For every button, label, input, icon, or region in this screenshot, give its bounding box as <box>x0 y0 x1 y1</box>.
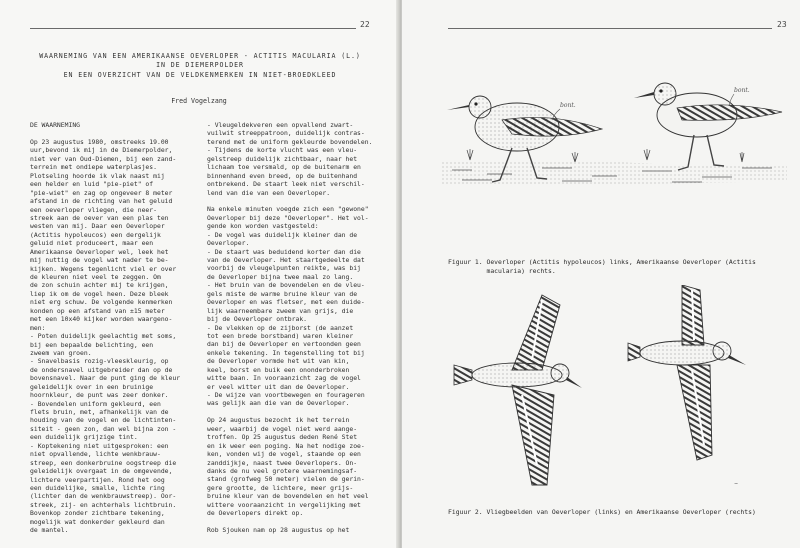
text-line: flets bruin, met, afhankelijk van de <box>30 408 169 416</box>
text-line: streek aan de oever van een plas ten <box>30 213 169 222</box>
text-line: een oeverloper vliegen, die neer- <box>30 205 157 214</box>
figure-1-caption-line-2: macularia) rechts. <box>448 266 556 275</box>
text-line: Rob Sjouken nam op 28 augustus op het <box>207 526 350 534</box>
text-line: niet erg schuw. De volgende kenmerken <box>30 298 173 307</box>
text-line: geleidelijk over in een bruinige <box>30 382 154 391</box>
text-line: Na enkele minuten voegde zich een "gewone" <box>207 205 369 214</box>
text-column-1 <box>30 138 180 535</box>
figure-1-annotation-left: bont. <box>560 102 576 109</box>
text-line: Oeverloper bij deze "Oeverloper". Het vol- <box>207 213 369 222</box>
text-line: lend van die van een Oeverloper. <box>207 188 331 197</box>
text-line: en ik weer een poging. Na het nodige zoe- <box>207 441 365 450</box>
text-line: keel, borst en buik een ononderbroken <box>207 365 350 374</box>
text-line: Plotseling hoorde ik vlak naast mij <box>30 171 165 180</box>
text-line: afstand in de richting van het geluid <box>30 197 173 206</box>
text-line: Amerikaanse Oeverloper wel, leek het <box>30 247 169 256</box>
text-line <box>207 197 372 205</box>
text-line: weer, waarbij de vogel niet werd aange- <box>207 424 358 433</box>
left-page <box>0 0 398 548</box>
text-line: (lichter dan de wenkbrauwstreep). Oor- <box>30 492 177 501</box>
flying-common-sandpiper <box>454 295 582 485</box>
page-number-left: 22 <box>360 20 370 29</box>
text-line: niet opvallende, lichte wenkbrauw- <box>30 450 161 459</box>
header-rule <box>448 28 772 29</box>
text-line: Op 24 augustus bezocht ik het terrein <box>207 416 350 425</box>
header-rule <box>30 28 356 29</box>
text-line: "pie-wiet" en zag op ongeveer 8 meter <box>30 188 173 197</box>
text-line: binnenhand even breed, op de buitenhand <box>207 171 358 180</box>
text-line: een duidelijk grijzige tint. <box>30 433 138 442</box>
text-line: vuilwit streeppatroon, duidelijk contras- <box>207 129 365 138</box>
text-line: met een 10x40 kijker worden waargeno- <box>30 315 173 324</box>
text-line: gere grootte, de lichtere, meer grijs- <box>207 483 354 492</box>
text-line: terrein met ondiepe waterplasjes. <box>30 163 157 172</box>
text-line: lichaam toe versmald, op de buitenarm en <box>207 163 361 172</box>
text-line: streek, zij- en achterhals lichtbruin. <box>30 500 177 509</box>
text-line: Bovenkop zonder zichtbare tekening, <box>30 509 165 518</box>
text-line: Oeverloper en was fletser, met een duide- <box>207 298 365 307</box>
text-line: de Oeverloper bijna twee maal zo lang. <box>207 272 354 281</box>
text-line: Oeverloper. <box>207 239 250 248</box>
title-line-3: EN EEN OVERZICHT VAN DE VELDKENMERKEN IN NIET-BROEDKLEED <box>63 70 337 79</box>
text-line: lijk waarneembare zweem van grijs, die <box>207 306 354 315</box>
text-line: - Vleugeldekveren een opvallend zwart- <box>207 121 354 129</box>
artist-signature: ~ <box>734 481 739 487</box>
text-line: konden op een afstand van ±15 meter <box>30 306 165 315</box>
text-line: ken, vonden wij de vogel, staande op een <box>207 450 361 459</box>
text-line: terend met de uniform gekleurde bovendelen. <box>207 137 373 146</box>
page-number-right: 23 <box>777 20 787 29</box>
text-line: danks de nu veel grotere waarnemingsaf- <box>207 466 358 475</box>
right-page <box>402 0 800 548</box>
text-line: - De vogel was duidelijk kleiner dan de <box>207 230 358 239</box>
figure-1-caption <box>448 258 756 275</box>
text-line: liep ik om de vogel heen. Deze bleek <box>30 289 169 298</box>
text-line: gels miste de warme bruine kleur van de <box>207 289 358 298</box>
text-line: bovensnavel. Naar de punt ging de kleur <box>30 374 181 383</box>
text-line <box>207 518 372 526</box>
article-author: Fred Vogelzang <box>171 97 227 105</box>
text-line: - Tijdens de korte vlucht was een vleu- <box>207 146 358 155</box>
text-line: de zon schuin achter mij te krijgen, <box>30 281 169 290</box>
text-line: kijken. Wegens tegenlicht viel er over <box>30 264 177 273</box>
text-line: houding van de vogel en de lichtinten- <box>30 416 177 425</box>
text-line: geleidelijk overgaat in de omgevende, <box>30 467 173 476</box>
figure-1-caption-line-1: Figuur 1. Oeverloper (Actitis hypoleucos) links, Amerikaanse Oeverloper (Actitis <box>448 258 756 266</box>
bird-spotted-sandpiper <box>634 83 782 170</box>
text-line: was gelijk aan die van de Oeverloper. <box>207 399 350 408</box>
figure-2-illustration <box>442 285 782 500</box>
text-line: Op 23 augustus 1980, omstreeks 19.00 <box>30 138 169 146</box>
article-title <box>30 52 370 80</box>
text-line: dan bij de Oeverloper en vertoonden geen <box>207 340 361 349</box>
text-line: - De staart was beduidend korter dan die <box>207 247 361 256</box>
text-line: enkele tekening. In tegenstelling tot bij <box>207 348 365 357</box>
figure-2-caption: Figuur 2. Vliegbeelden van Oeverloper (links) en Amerikaanse Oeverloper (rechts) <box>448 508 756 516</box>
text-line: - Koptekening niet uitgesproken: een <box>30 441 169 450</box>
text-line: van de Oeverloper. Het staartgedeelte dat <box>207 256 365 264</box>
text-line: er veel witter uit dan de Oeverloper. <box>207 382 350 391</box>
text-line: hoornkleur, de punt was zeer donker. <box>30 391 169 400</box>
text-line: stand (grofweg 50 meter) vielen de gerin- <box>207 475 365 484</box>
ground <box>442 149 787 186</box>
text-line: bij de Oeverloper ontbrak. <box>207 315 308 324</box>
text-line: uur,bevond ik mij in de Diemerpolder, <box>30 146 173 155</box>
text-line: gelstreep duidelijk zichtbaar, naar het <box>207 154 358 163</box>
text-line: (Actitis hypoleucos) een dergelijk <box>30 230 161 239</box>
text-line: ontbrekend. De staart leek niet verschil- <box>207 180 365 189</box>
text-column-2 <box>207 121 372 534</box>
text-line: wittere vooraanzicht in vergelijking met <box>207 500 361 509</box>
text-line: - De vlekken op de zijborst (de aanzet <box>207 323 354 332</box>
text-line: de ondersnavel uitgebreider dan op de <box>30 365 173 374</box>
text-line: een helder en luid "pie-piet" of <box>30 180 154 189</box>
text-line: de mantel. <box>30 526 69 535</box>
text-line: gende kon worden vastgesteld: <box>207 222 319 231</box>
text-line <box>207 408 372 416</box>
text-line: geluid niet produceert, maar een <box>30 239 154 248</box>
title-line-1: WAARNEMING VAN EEN AMERIKAANSE OEVERLOPER - ACTITIS MACULARIA (L.) <box>39 52 361 60</box>
text-line: tot een brede borstband) waren kleiner <box>207 331 354 340</box>
text-line: niet ver van Oud-Diemen, bij een zand- <box>30 154 177 163</box>
text-line: bruine kleur van de bovendelen en het veel <box>207 492 369 501</box>
text-line: mij nuttig de vogel wat nader te be- <box>30 256 169 265</box>
text-line: bij een bepaalde belichting, een <box>30 340 154 349</box>
text-line: - Bovendelen uniform gekleurd, een <box>30 399 161 408</box>
text-line: de kleuren niet veel te zeggen. Om <box>30 273 161 281</box>
section-heading: DE WAARNEMING <box>30 121 81 129</box>
flying-spotted-sandpiper <box>628 285 746 460</box>
figure-1-annotation-right: bont. <box>734 87 750 94</box>
text-line: men: <box>30 323 46 332</box>
title-line-2: IN DE DIEMERPOLDER <box>156 61 244 70</box>
text-line: de Oeverloper vormde het wit van kin, <box>207 357 350 366</box>
text-line: - Het bruin van de bovendelen en de vleu- <box>207 281 365 290</box>
text-line: - Poten duidelijk geelachtig met soms, <box>30 332 177 341</box>
text-line: de Oeverlopers direkt op. <box>207 509 304 518</box>
text-line: - Snavelbasis rozig-vleeskleurig, op <box>30 357 169 366</box>
text-line: een duidelijke, smalle, lichte ring <box>30 483 165 492</box>
text-line: mogelijk wat donkerder gekleurd dan <box>30 517 165 526</box>
text-line: westen van mij. Daar een Oeverloper <box>30 222 165 231</box>
text-line: siteit - geen zon, dan wel bijna zon - <box>30 424 177 433</box>
text-line: streep, een donkerbruine oogstreep die <box>30 458 177 467</box>
text-line: - De wijze van voortbewegen en fourageren <box>207 391 365 399</box>
text-line: lichtere veerpartijen. Rond het oog <box>30 475 165 484</box>
figure-1-illustration <box>442 82 792 202</box>
text-line: troffen. Op 25 augustus deden René Stet <box>207 433 358 442</box>
text-line: zanddijkje, naast twee Oeverlopers. On- <box>207 458 358 467</box>
text-line: witte baan. In vooraanzicht zag de vogel <box>207 374 361 383</box>
text-line: zweem van groen. <box>30 348 92 357</box>
text-line: voorbij de vleugelpunten reikte, was bij <box>207 264 361 273</box>
